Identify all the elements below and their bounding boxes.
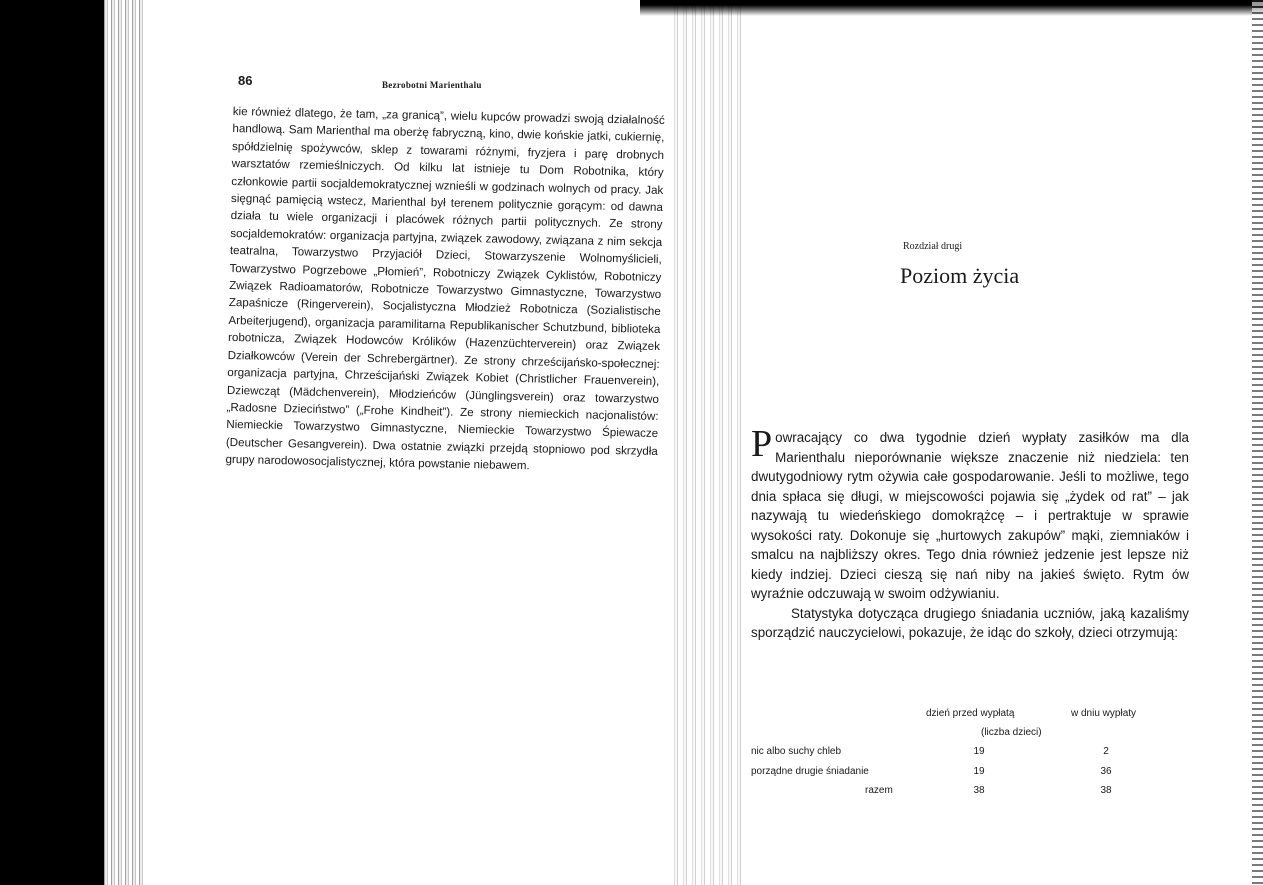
- table-cell-payday: 2: [1103, 746, 1109, 757]
- left-page-body-text: kie również dlatego, że tam, „za granicą”, wielu kupców prowadzi swoją działalność handlową. Sam Marienthal ma oberżę fabryczną, kino, dwie końskie jatki, cukiernię, spółdzielnię spożywców, sklep z towarami różnymi, fryzjera i parę drobnych warsztatów rzemieślniczych. Od kilku lat istnieje tu Dom Robotnika, który członkowie partii socjaldemokratycznej wznieśli w godzinach wolnych od pracy. Jak sięgnąć pamięcią wstecz, Marienthal był terenem politycznie gorącym: od dawna działa tu wiele organizacji i placówek różnych partii politycznych. Ze strony socjaldemokratów: organizacja partyjna, związek zawodowy, związana z nim sekcja teatralna, Towarzystwo Przyjaciół Dzieci, Stowarzyszenie Wolnomyślicieli, Towarzystwo Pogrzebowe „Płomień”, Robotniczy Związek Cyklistów, Robotniczy Związek Radioamatorów, Robotnicze Towarzystwo Gimnastyczne, Towarzystwo Zapaśnicze (Ringerverein), Socjalistyczna Młodzież Robotnicza (Sozialistische Arbeiterjugend), organizacja paramilitarna Republikanischer Schutzbund, biblioteka robotnicza, Związek Hodowców Królików (Hazenzüchterverein) oraz Związek Działkowców (Verein der Schrebergärtner). Ze strony chrześcijańsko-społecznej: organizacja partyjna, Chrześcijański Związek Kobiet (Christlicher Frauenverein), Dziewcząt (Mädchenverein), Młodzieńców (Jünglingsverein) oraz towarzystwo „Radosne Dzieciństwo” („Frohe Kindheit”). Ze strony niemieckich nacjonalistów: Niemieckie Towarzystwo Gimnastyczne, Niemieckie Towarzystwo Śpiewacze (Deutscher Gesangverein). Dwa ostatnie związki przejdą stopniowo pod skrzydła grupy narodowosocjalistycznej, która powstanie niebawem.: [225, 104, 665, 473]
- top-edge-shadow: [640, 0, 1263, 16]
- table-cell-before: 19: [973, 746, 985, 757]
- paragraph-1: [751, 423, 1189, 604]
- drop-cap: P: [751, 423, 773, 465]
- page-edge-texture: [104, 0, 144, 885]
- chapter-title: Poziom życia: [900, 263, 1020, 288]
- paragraph-1-text: owracający co dwa tygodnie dzień wypłaty zasiłków ma dla Marienthalu nieporównanie większe znaczenie niż niedziela: ten dwutygodniowy rytm ożywia całe gospodarowanie. Jeśli to możliwe, tego dnia spłaca się długi, w miejscowości pojawia się „żydek od rat” – jak nazywają tu wiedeńskiego domokrążcę – i pertraktuje w sprawie wysokości raty. Dokonuje się „hurtowych zakupów” mąki, ziemniaków i smalcu na najbliższy okres. Tego dnia również jedzenie jest lepsze niż kiedy indziej. Dzieci cieszą się nań niby na jakieś święto. Rytm ów wyraźnie odczuwają w swoim odżywianiu.: [751, 430, 1189, 601]
- table-cell-payday: 36: [1100, 766, 1112, 777]
- paragraph-2: Statystyka dotycząca drugiego śniadania uczniów, jaką kazaliśmy sporządzić nauczycielowi, pokazuje, że idąc do szkoły, dzieci otrzymują:: [751, 605, 1189, 640]
- table-cell-before: 38: [973, 785, 985, 796]
- running-head: Bezrobotni Marienthalu: [382, 80, 482, 90]
- right-page-edge: [1252, 0, 1263, 885]
- table-cell-before: 19: [973, 766, 985, 777]
- table-row-label: porządne drugie śniadanie: [751, 766, 869, 777]
- table-cell-payday: 38: [1100, 785, 1112, 796]
- right-page-body-text: [751, 423, 1189, 643]
- column-header-payday: w dniu wypłaty: [1071, 708, 1137, 719]
- chapter-label: Rozdział drugi: [903, 241, 963, 252]
- book-binding-shadow: [0, 0, 104, 885]
- column-header-before-payday: dzień przed wypłatą: [926, 708, 1015, 719]
- table-row-label: nic albo suchy chleb: [751, 746, 842, 757]
- book-gutter: [672, 0, 742, 885]
- page-number: 86: [238, 73, 253, 88]
- table-subheader: (liczba dzieci): [981, 727, 1042, 738]
- table-row-label-total: razem: [865, 785, 893, 796]
